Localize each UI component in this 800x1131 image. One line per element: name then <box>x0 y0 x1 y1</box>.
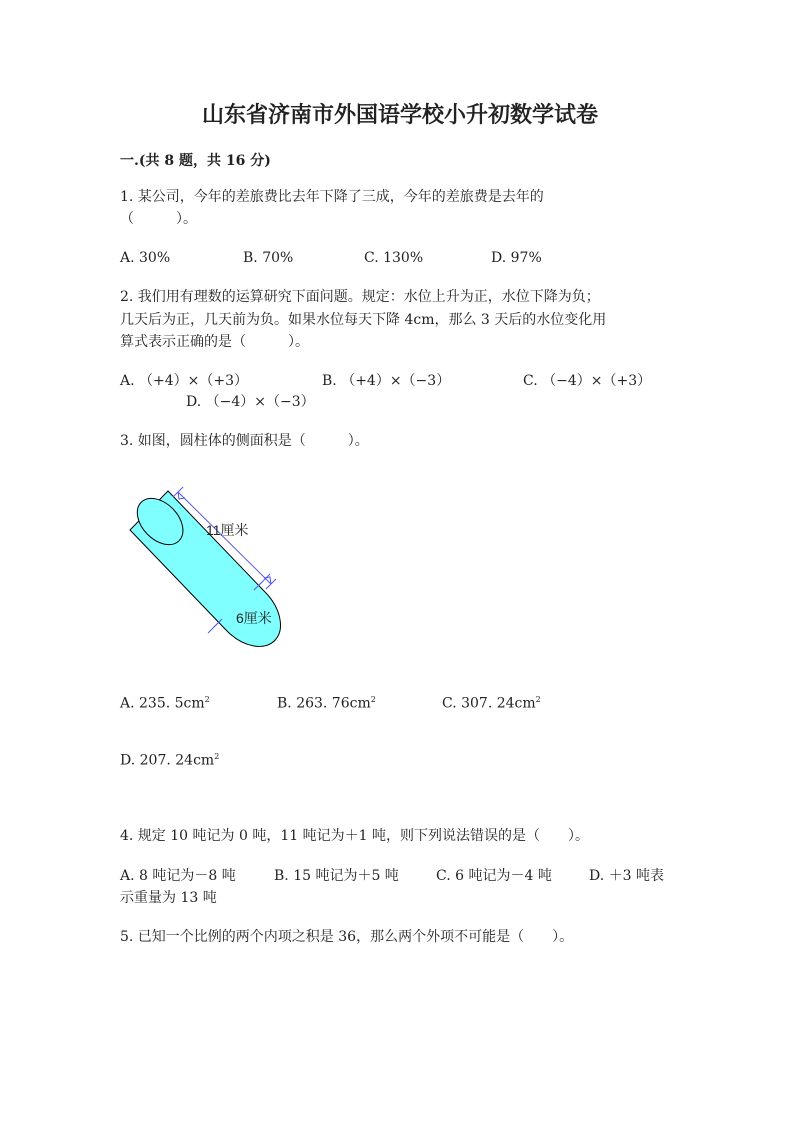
question-3-option-b: B. 263. $76cm^2$ <box>277 695 376 712</box>
question-2-option-b: B. （+4）×（−3） <box>322 373 451 389</box>
question-2-text-line1: 2. 我们用有理数的运算研究下面问题。规定：水位上升为正，水位下降为负； <box>120 289 600 305</box>
question-2-text-line3: 算式表示正确的是（ ）。 <box>120 334 309 350</box>
diameter-label: 6厘米 <box>236 610 272 626</box>
question-1-option-d: D. 97% <box>491 250 542 266</box>
question-2-text-line2: 几天后为正，几天前为负。如果水位每天下降 4cm，那么 3 天后的水位变化用 <box>120 312 607 328</box>
question-5-text: 5. 已知一个比例的两个内项之积是 36，那么两个外项不可能是（ ）。 <box>120 929 574 945</box>
cylinder-figure <box>118 484 308 654</box>
question-1-option-b: B. 70% <box>243 250 294 266</box>
length-label: 11厘米 <box>206 522 249 538</box>
question-2-option-d: D. （−4）×（−3） <box>186 394 315 410</box>
question-1-text-line2: （ ）。 <box>120 211 197 227</box>
question-3-option-c: C. 307. $24cm^2$ <box>442 695 541 712</box>
page-title: 山东省济南市外国语学校小升初数学试卷 <box>201 102 598 128</box>
question-4-option-b: B. 15 吨记为＋5 吨 <box>274 868 399 884</box>
question-3-option-a: A. 235. $5cm^2$ <box>120 695 210 712</box>
question-1-option-c: C. 130% <box>364 250 424 266</box>
question-4-option-c: C. 6 吨记为－4 吨 <box>436 868 552 884</box>
question-1-option-a: A. 30% <box>120 250 171 266</box>
question-3-text: 3. 如图，圆柱体的侧面积是（ ）。 <box>120 433 369 449</box>
question-4-option-d: D. ＋3 吨表 <box>589 868 664 884</box>
question-3-option-d: D. 207. $24cm^2$ <box>120 752 220 769</box>
question-4-option-a: A. 8 吨记为－8 吨 <box>120 868 236 884</box>
question-4-option-d-continued: 示重量为 13 吨 <box>120 890 217 906</box>
question-1-text-line1: 1. 某公司，今年的差旅费比去年下降了三成，今年的差旅费是去年的 <box>120 189 544 205</box>
question-4-text: 4. 规定 10 吨记为 0 吨，11 吨记为＋1 吨，则下列说法错误的是（ ）。 <box>120 828 589 844</box>
question-2-option-a: A. （+4）×（+3） <box>120 373 249 389</box>
section-heading: 一.(共 8 题，共 16 分) <box>120 153 271 169</box>
question-2-option-c: C. （−4）×（+3） <box>523 373 652 389</box>
